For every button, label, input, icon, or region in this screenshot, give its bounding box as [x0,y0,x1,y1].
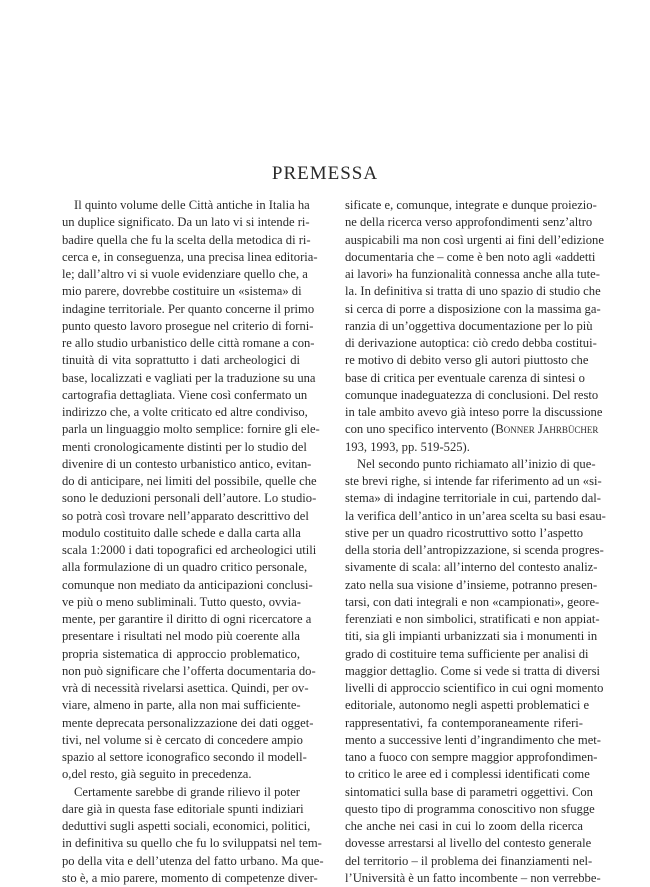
text-line-content: le; dall’altro vi si vuole evidenziare quello che, a [62,267,308,281]
text-line [62,283,300,300]
text-line-content: po della vita e dell’utenza del fatto urbano. Ma que- [62,853,324,868]
text-line [345,197,597,214]
text-line [345,387,599,404]
small-caps-citation: Bonner Jahrbücher [495,422,599,437]
text-line [62,559,308,576]
text-line-content: cartografia dettagliata. Viene così confermato un [62,387,308,402]
text-line [62,663,316,680]
text-line [345,818,583,835]
text-line-content: la verifica dell’antico in un’area scelta su basi esau- [345,508,606,523]
text-line [62,525,300,542]
text-line-content: viare, almeno in parte, alla non mai sufficiente- [62,698,301,713]
text-line-content: titi, sia gli impianti urbanizzati sia i monumenti in [345,629,598,644]
text-line [62,214,310,231]
text-line [62,577,313,594]
text-line [345,646,589,663]
text-line [345,577,598,594]
text-line [345,732,601,749]
text-line [62,421,320,438]
text-line [62,715,314,732]
text-line-content: sivamente di scala: all’interno del contesto analiz- [345,560,598,575]
text-line [345,232,604,249]
text-line [345,766,590,783]
text-line-content: indirizzo che, a volte criticato ed altre condiviso, [62,405,308,419]
text-line [345,421,599,438]
text-line [62,749,307,766]
text-line [345,370,583,387]
text-line [62,301,315,318]
text-line-content: un duplice significato. Da un lato vi si intende ri- [62,215,310,230]
text-line-content: zato nella sua visione d’insieme, potranno presen- [345,577,598,592]
text-line-content: alla formulazione di un quadro critico personale, [62,560,308,575]
text-line [345,663,600,680]
text-line [345,542,604,559]
text-line-content: ferenziati e non simbolici, stratificati e non appiat- [345,612,600,626]
text-line-content: vrà di necessità rivelarsi asettica. Quindi, per ov- [62,681,309,695]
text-line [62,490,317,507]
text-line [345,870,601,887]
text-line-content: l’Università è un fatto incombente – non verrebbe- [345,870,601,885]
text-line-content: rappresentativi, fa contemporaneamente riferi- [345,715,583,730]
text-line-content: si cerca di porre a disposizione con la massima ga- [345,301,601,316]
text-line [62,249,318,266]
text-line [345,611,600,628]
text-line-content: in tale ambito avevo già inteso porre la discussione [345,405,603,419]
text-line [62,473,317,490]
text-line [62,508,309,525]
text-line-content: deduttivi sugli aspetti sociali, economici, politici, [62,819,311,833]
text-line [345,749,598,766]
text-line-content: sono le deduzioni personali dell’autore. Lo studio- [62,491,317,506]
text-line-content: non può significare che l’offerta documentaria do- [62,663,316,678]
text-line [62,370,316,387]
text-line-content: Certamente sarebbe di grande rilievo il poter [74,784,300,799]
text-line-content: 193, 1993, pp. 519-525). [345,439,470,454]
text-line-content: stive per un quadro ricostruttivo sotto l’aspetto [345,525,583,540]
text-line-content: cerca e, in conseguenza, una precisa linea editoria- [62,249,318,264]
text-line-content: mente, per garantire il diritto di ogni ricercatore a [62,612,312,626]
text-line [62,766,300,783]
text-line-content: comunque non mediato da anticipazioni conclusi- [62,577,313,592]
text-line-content: auspicabili ma non così urgenti ai fini dell’edizione [345,232,604,247]
text-line-content: Il quinto volume delle Città antiche in Italia ha [74,198,310,212]
text-line [62,318,314,335]
text-line-content: ne della ricerca verso approfondimenti senz’altro [345,215,593,230]
text-line [345,801,595,818]
text-line [345,680,604,697]
right-text-column [345,197,606,887]
text-line [62,646,300,663]
text-line-content: so potrà così trovare nell’apparato descrittivo del [62,508,309,523]
text-line [345,318,593,335]
text-line [62,439,307,456]
text-line [62,197,310,214]
text-line [345,715,583,732]
text-line-content: Nel secondo punto richiamato all’inizio di que- [357,456,596,471]
text-line-content: badire quella che fu la scelta della metodica di ri- [62,232,311,247]
text-line-content: stema» di indagine territoriale in cui, partendo dal- [345,491,601,506]
text-line-content: livelli di approccio scientifico in cui ogni momento [345,681,604,695]
text-line [62,870,318,887]
text-line [345,266,600,283]
text-line [345,835,592,852]
text-line-content: base, localizzati e vagliati per la traduzione su una [62,370,316,385]
text-line-content: maggior dettaglio. Come si vede si tratta di diversi [345,663,600,678]
text-line [345,473,602,490]
text-line-content: tano a fuoco con sempre maggior approfondimen- [345,750,598,764]
text-line [345,335,597,352]
text-line-content: mento a successive lenti d’ingrandimento che met- [345,732,601,747]
text-line [345,525,583,542]
text-line [345,439,583,456]
text-line-content: parla un linguaggio molto semplice: fornire gli ele- [62,422,320,437]
text-line-content: modulo costituito dalle schede e dalla carta alla [62,525,301,540]
text-line [62,697,300,714]
text-line-content: re motivo di debito verso gli autori piuttosto che [345,353,589,368]
text-line-content: tivi, nel volume si è cercato di concedere ampio [62,732,303,747]
text-line [345,594,600,611]
text-line-content: ste brevi righe, si intende far riferimento ad un «si- [345,474,602,488]
text-line-content: sto è, a mio parere, momento di competenze diver- [62,870,318,885]
text-line [345,559,598,576]
text-line-content: re allo studio urbanistico delle città romane a con- [62,336,315,350]
text-line [62,835,322,852]
text-line [62,266,308,283]
text-line [62,818,311,835]
text-line-content: punto questo lavoro prosegue nel criterio di forni- [62,318,314,333]
text-line-content: to critico le aree ed i complessi identificati come [345,767,590,782]
text-line-content: ai lavori» ha funzionalità connessa anche alla tute- [345,267,600,281]
text-line [62,784,300,801]
text-line [345,214,593,231]
text-line [345,352,589,369]
text-line [62,594,300,611]
text-line-content: che anche nei casi in cui lo zoom della ricerca [345,819,583,833]
text-line [62,628,300,645]
text-line-content: scala 1:2000 i dati topografici ed archeologici utili [62,543,317,557]
text-line [62,801,304,818]
text-line-content: in definitiva su quello che fu lo sviluppatsi nel tem- [62,836,322,851]
text-line [62,335,315,352]
text-line [345,853,593,870]
left-text-column [62,197,324,887]
text-line-content: do di anticipare, nei limiti del possibile, quelle che [62,474,317,488]
text-line [345,404,603,421]
text-line [345,456,596,473]
text-line-content: comunque inadeguatezza di conclusioni. Del resto [345,387,599,402]
text-line [62,404,308,421]
text-line-content: di derivazione autoptica: ciò credo debba costitui- [345,336,597,350]
text-line-content: dovesse arrestarsi al livello del contesto generale [345,836,592,851]
text-line [345,249,596,266]
text-line [345,628,598,645]
text-line-content: tarsi, con dati integrali e non «campionati», georе- [345,594,600,609]
text-line [62,680,309,697]
text-line [62,352,300,369]
text-line-content: menti cronologicamente distinti per lo studio del [62,439,307,454]
text-line-content: dare già in questa fase editoriale spunti indiziari [62,801,304,816]
text-line [345,490,601,507]
text-line-content: la. In definitiva si tratta di uno spazio di studio che [345,284,601,299]
text-line-content: editoriale, autonomo negli aspetti problematici e [345,698,590,713]
text-line [345,508,606,525]
text-line [62,387,308,404]
text-line-content: divenire di un contesto urbanistico antico, evitan- [62,456,312,471]
text-line [62,456,312,473]
text-line-content: ranzia di un’oggettiva documentazione per lo più [345,318,593,333]
text-line-content: presentare i risultati nel modo più coerente alla [62,629,300,644]
text-line-content: mente deprecata personalizzazione dei dati ogget- [62,715,314,730]
text-line [62,853,324,870]
text-line-content: sificate e, comunque, integrate e dunque proiezio- [345,198,597,212]
text-line-content: base di critica per eventuale carenza di sintesi o [345,370,585,385]
text-line [62,542,317,559]
text-line [345,301,601,318]
text-line [62,611,312,628]
text-line-content: con uno specifico intervento ( [345,422,496,437]
text-line [62,732,303,749]
text-line-content: questo tipo di programma conoscitivo non sfugge [345,801,595,816]
text-line-content: spazio al settore iconografico secondo il modell- [62,750,307,764]
text-line-content: sintomatici sulla base di parametri oggettivi. Con [345,784,593,799]
text-line [62,232,311,249]
text-line [345,283,601,300]
text-line-content: documentaria che – come è ben noto agli «addetti [345,249,596,264]
text-line-content: tinuità di vita soprattutto i dati archeologici di [62,353,300,368]
text-line-content: del territorio – il problema dei finanziamenti nel- [345,853,593,868]
text-line [345,697,590,714]
text-line-content: della storia dell’antropizzazione, si scenda progres- [345,543,604,557]
text-line-content: ve più o meno subliminali. Tutto questo, ovvia- [62,594,301,609]
text-line-content: propria sistematica di approccio problematico, [62,646,300,661]
text-line-content: o,del resto, già seguito in precedenza. [62,767,252,782]
text-line-content: indagine territoriale. Per quanto concerne il primo [62,301,315,316]
text-line-content: grado di costituire tema sufficiente per analisi di [345,646,589,661]
text-line-content: mio parere, dovrebbe costituire un «sistema» di [62,284,302,299]
page-title: PREMESSA [271,162,379,184]
text-line [345,784,593,801]
